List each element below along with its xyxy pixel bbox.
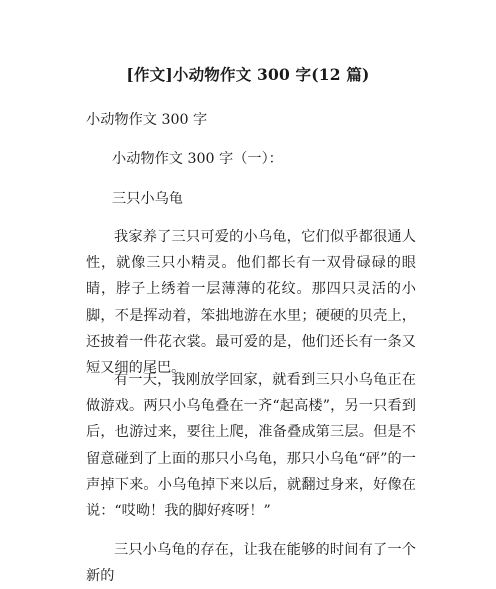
paragraph-1: 我家养了三只可爱的小乌龟，它们似乎都很通人性，就像三只小精灵。他们都长有一双骨碌碌的眼睛，脖子上绣着一层薄薄的花纹。那四只灵活的小脚，不是挥动着，笨拙地游在水里；硬硬的贝壳上，还披着一件花衣裳。最可爱的是，他们还长有一条又短又细的尾巴。 [86,229,416,377]
paragraph-2: 有一天，我刚放学回家，就看到三只小乌龟正在做游戏。两只小乌龟叠在一齐“起高楼”，另一只看到后，也游过来，要往上爬，准备叠成第三层。但是不留意碰到了上面的那只小乌龟，那只小乌龟“砰”的一声掉下来。小乌龟掉下来以后，就翻过身来，好像在说：“哎呦！我的脚好疼呀！” [86,372,416,520]
document-subtitle: 小动物作文 300 字 [86,112,208,128]
paragraph-3: 三只小乌龟的存在，让我在能够的时间有了一个新的 [86,542,416,585]
document-title: [作文]小动物作文 300 字(12 篇) [126,65,370,84]
essay-title: 三只小乌龟 [112,191,183,207]
section-heading: 小动物作文 300 字（一）： [112,151,283,167]
